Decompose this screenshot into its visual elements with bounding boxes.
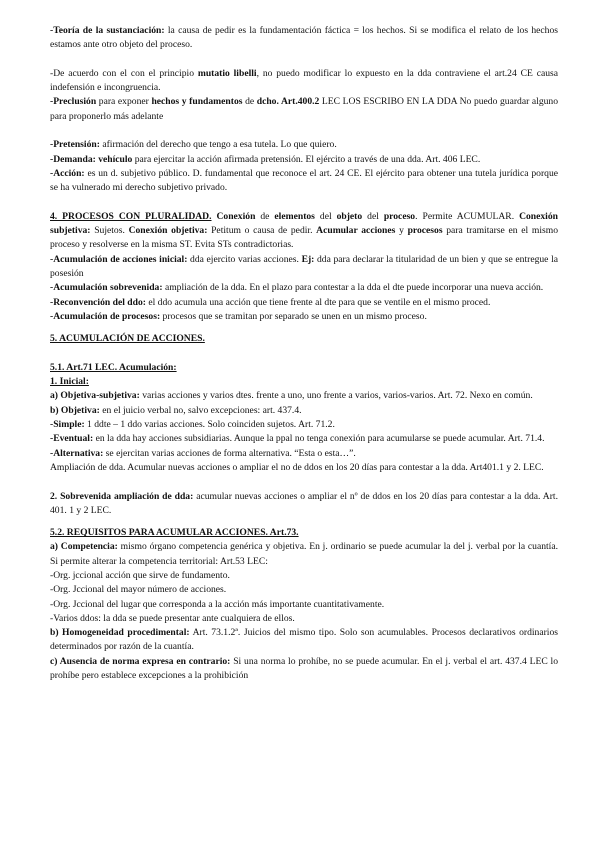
heading-requisitos: 5.2. REQUISITOS PARA ACUMULAR ACCIONES. Art.73. xyxy=(50,527,299,539)
list-item-org-lugar: -Org. Jccional del lugar que corresponda a la acción más importante cuantitativamente. xyxy=(50,598,385,610)
paragraph-ampliacion-dda: Ampliación de dda. Acumular nuevas acciones o ampliar el no de ddos en los 20 días para contestar a la dda. Art401.1 y 2. LEC. xyxy=(50,461,544,473)
paragraph-pretension: -Pretensión: afirmación del derecho que tengo a esa tutela. Lo que quiero. xyxy=(50,139,337,151)
paragraph-procesos-pluralidad: 4. PROCESOS CON PLURALIDAD. Conexión de elementos del objeto del proceso. Permite ACUMULAR. Conexión subjetiva: Sujetos. Conexión objetiva: Petitum o causa de pedir. Acumular acciones y procesos para tramitarse en el mismo proceso y resolverse en la misma ST. Evita STs contradictorias. xyxy=(50,210,558,251)
paragraph-simple: -Simple: 1 ddte – 1 ddo varias acciones. Solo coinciden sujetos. Art. 71.2. xyxy=(50,419,335,431)
document-page xyxy=(50,24,558,683)
paragraph-accion: -Acción: es un d. subjetivo público. D. fundamental que reconoce el art. 24 CE. El ejército para obtener una tutela jurídica porque se ha vulnerado mi derecho subjetivo privado. xyxy=(50,167,558,194)
paragraph-mutatio-libelli: -De acuerdo con el con el principio mutatio libelli, no puedo modificar lo expuesto en la dda contraviene el art.24 CE causa indefensión e incongruencia. xyxy=(50,67,559,94)
paragraph-ausencia-norma: c) Ausencia de norma expresa en contrario: Si una norma lo prohíbe, no se puede acumular. En el j. verbal el art. 437.4 LEC lo prohíbe pero establece excepciones a la prohibición xyxy=(50,655,559,682)
list-item-org-mayor-numero: -Org. Jccional del mayor número de acciones. xyxy=(50,584,227,596)
heading-acumulacion-acciones: 5. ACUMULACIÓN DE ACCIONES. xyxy=(50,333,205,345)
paragraph-preclusion: -Preclusión para exponer hechos y fundamentos de dcho. Art.400.2 LEC LOS ESCRIBO EN LA DDA No puedo guardar alguno para proponerlo más adelante xyxy=(50,96,559,122)
paragraph-demanda: -Demanda: vehículo para ejercitar la acción afirmada pretensión. El ejército a través de una dda. Art. 406 LEC. xyxy=(50,153,481,165)
heading-art71: 5.1. Art.71 LEC. Acumulación: xyxy=(50,361,177,373)
paragraph-alternativa: -Alternativa: se ejercitan varias acciones de forma alternativa. “Esta o esta…”. xyxy=(50,447,356,459)
list-item-org-fundamento: -Org. jccional acción que sirve de fundamento. xyxy=(50,569,230,581)
paragraph-objetiva: b) Objetiva: en el juicio verbal no, salvo excepciones: art. 437.4. xyxy=(50,404,302,416)
paragraph-competencia: a) Competencia: mismo órgano competencia genérica y objetiva. En j. ordinario se puede acumular la del j. verbal por la cuantía. Si permite alterar la competencia territorial: Art.53 LEC: xyxy=(50,541,558,567)
list-item-varios-ddos: -Varios ddos: la dda se puede presentar ante cualquiera de ellos. xyxy=(50,612,295,624)
paragraph-reconvencion: -Reconvención del ddo: el ddo acumula una acción que tiene frente al dte para que se ventile en el mismo proced. xyxy=(50,296,491,308)
paragraph-sustanciacion: -Teoría de la sustanciación: la causa de pedir es la fundamentación fáctica = los hechos. Si se modifica el relato de los hechos estamos ante otro objeto del proceso. xyxy=(50,25,558,51)
heading-inicial: 1. Inicial: xyxy=(50,376,89,388)
paragraph-eventual: -Eventual: en la dda hay acciones subsidiarias. Aunque la ppal no tenga conexión para acumularse se puede acumular. Art. 71.4. xyxy=(50,433,545,445)
paragraph-objetiva-subjetiva: a) Objetiva-subjetiva: varias acciones y varios dtes. frente a uno, uno frente a varios, varios-varios. Art. 72. Nexo en común. xyxy=(50,390,533,402)
paragraph-sobrevenida-ampliacion: 2. Sobrevenida ampliación de dda: acumular nuevas acciones o ampliar el nº de ddos en los 20 días para contestar a la dda. Art. 401. 1 y 2 LEC. xyxy=(50,490,558,516)
paragraph-homogeneidad: b) Homogeneidad procedimental: Art. 73.1.2ª. Juicios del mismo tipo. Solo son acumulables. Procesos declarativos ordinarios determinados por razón de la cuantía. xyxy=(50,627,558,653)
paragraph-acumulacion-procesos: -Acumulación de procesos: procesos que se tramitan por separado se unen en un mismo proceso. xyxy=(50,310,427,322)
paragraph-acumulacion-sobrevenida: -Acumulación sobrevenida: ampliación de la dda. En el plazo para contestar a la dda el dte puede incorporar una nueva acción. xyxy=(50,282,544,294)
paragraph-acumulacion-inicial: -Acumulación de acciones inicial: dda ejercito varias acciones. Ej: dda para declarar la titularidad de un bien y que se entregue la posesión xyxy=(50,253,558,280)
